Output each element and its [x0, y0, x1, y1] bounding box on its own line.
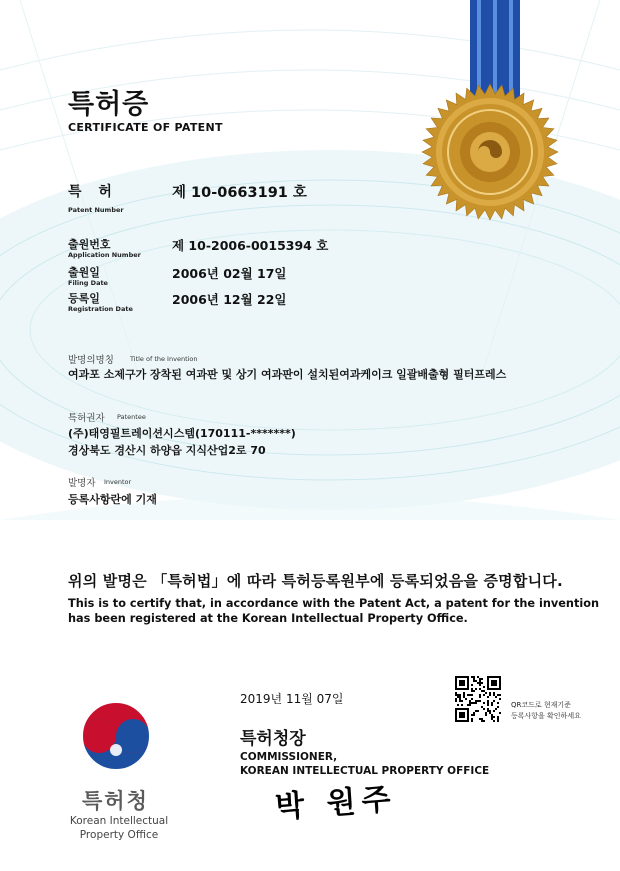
kipo-name-en-line2: Property Office [79, 829, 159, 841]
inventor-label-en: Inventor [104, 478, 132, 486]
patent-number-label-en: Patent Number [68, 206, 124, 214]
patent-number-value: 제 10-0663191 호 [172, 185, 307, 201]
certification-statement-ko: 위의 발명은 「특허법」에 따라 특허등록원부에 등록되었음을 증명합니다. [68, 572, 563, 590]
filing-date-label-en: Filing Date [68, 279, 108, 287]
certificate-title: 특허증 [68, 89, 150, 120]
invention-title-label-en: Title of the Invention [130, 355, 198, 363]
patent-number-label: 특 허 [68, 184, 118, 200]
commissioner-signature: 박 원주 [274, 781, 398, 826]
issue-date: 2019년 11월 07일 [240, 692, 344, 706]
gold-seal-emblem [420, 82, 560, 222]
qr-note-line2: 등록사항을 확인하세요 [511, 712, 581, 720]
commissioner-line1: COMMISSIONER, [240, 751, 338, 763]
patentee-label-en: Patentee [117, 413, 146, 421]
registration-date-label: 등록일 [68, 292, 100, 305]
filing-date-value: 2006년 02월 17일 [172, 266, 287, 281]
invention-title-value: 여과포 소제구가 장착된 여과판 및 상기 여과판이 설치된여과케이크 일괄배출형 필터프레스 [68, 368, 507, 381]
commissioner-line2: KOREAN INTELLECTUAL PROPERTY OFFICE [240, 765, 490, 777]
registration-date-value: 2006년 12월 22일 [172, 292, 287, 307]
invention-title-label: 발명의명칭 [68, 355, 114, 366]
kipo-name-ko: 특허청 [82, 789, 149, 813]
inventor-value: 등록사항란에 기재 [68, 493, 157, 506]
patentee-label: 특허권자 [68, 413, 105, 424]
registration-date-label-en: Registration Date [68, 305, 133, 313]
application-number-label-en: Application Number [68, 251, 141, 259]
certification-statement-en-line2: has been registered at the Korean Intellectual Property Office. [68, 612, 468, 625]
qr-note-line1: QR코드로 현재기준 [511, 701, 571, 709]
inventor-label: 발명자 [68, 478, 96, 489]
patentee-name: (주)태영필트레이션시스템(170111-*******) [68, 427, 296, 440]
patentee-address: 경상북도 경산시 하양읍 지식산업2로 70 [68, 444, 266, 457]
application-number-value: 제 10-2006-0015394 호 [172, 238, 329, 253]
taegeuk-emblem-icon [80, 700, 152, 772]
certification-statement-en-line1: This is to certify that, in accordance with the Patent Act, a patent for the invention [68, 597, 600, 610]
certificate-title-en: CERTIFICATE OF PATENT [68, 121, 223, 134]
kipo-name-en-line1: Korean Intellectual [69, 815, 169, 827]
qr-code[interactable] [455, 676, 501, 722]
filing-date-label: 출원일 [68, 266, 100, 279]
application-number-label: 출원번호 [68, 238, 111, 251]
commissioner-title: 특허청장 [240, 729, 306, 749]
